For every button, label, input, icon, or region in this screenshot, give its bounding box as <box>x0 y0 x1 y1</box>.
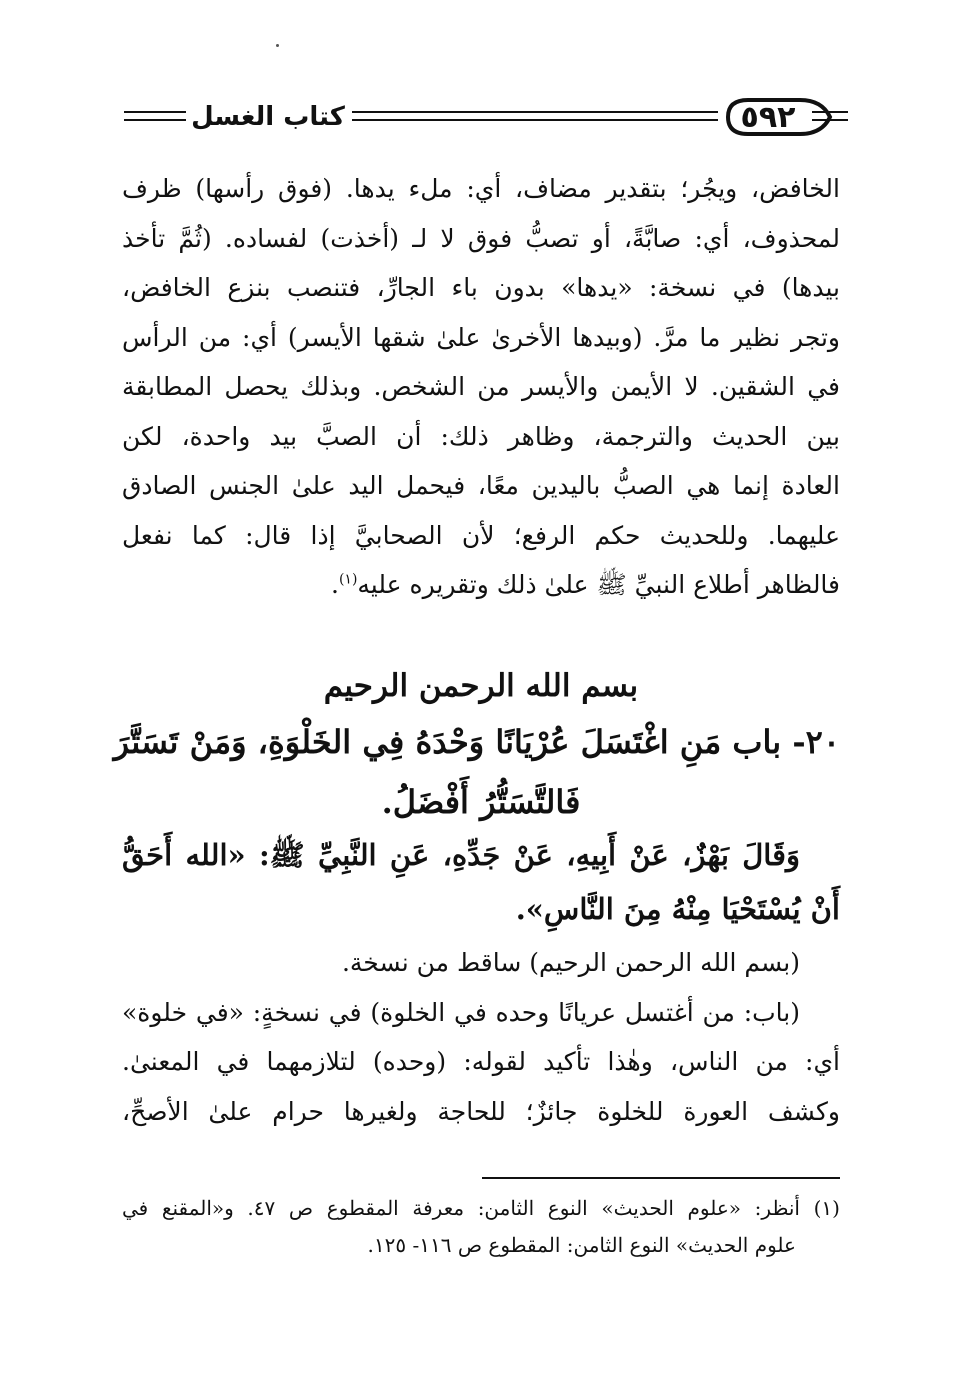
commentary-last-line <box>122 560 840 610</box>
commentary-line: بين الحديث والترجمة، وظاهر ذلك: أن الصبَّ بيد واحدة، لكن <box>122 421 840 451</box>
commentary-line-text: فالظاهر أطلاع النبيِّ ﷺ علىٰ ذلك وتقريره عليه <box>357 570 840 599</box>
notes-line: (باب: من أغتسل عريانًا وحده في الخلوة) في نسخةٍ: «في خلوة» <box>122 997 800 1027</box>
footnote-line2: علوم الحديث» النوع الثامن: المقطوع ص ١١٦- ١٢٥. <box>367 1233 796 1257</box>
hadith-line2: أَنْ يُسْتَحْيَا مِنْهُ مِنَ النَّاسِ». <box>515 892 840 926</box>
commentary-line: في الشقين. لا الأيمن والأيسر من الشخص. وبذلك يحصل المطابقة <box>122 372 840 401</box>
basmala: بسم الله الرحمن الرحيم <box>323 668 639 704</box>
notes-line: أي: من الناس، وهٰذا تأكيد لقوله: (وحده) لتلازمهما في المعنىٰ. <box>122 1047 840 1076</box>
commentary-line: لمحذوف، أي: صابَّةً، أو تصبُّ فوق لا لـ (أخذت) لفساده. (ثُمَّ تأخذ <box>122 223 840 253</box>
chapter-heading-line2: فَالتَّسَتُّرُ أَفْضَلُ. <box>381 783 581 821</box>
notes-line: وكشف العورة للخلوة جائزٌ؛ للحاجة ولغيرها حرام علىٰ الأصحِّ، <box>122 1096 840 1126</box>
page-number: ٥٩٢ <box>740 99 796 135</box>
commentary-line: عليهما. وللحديث حكم الرفع؛ لأن الصحابيَّ إذا قال: كما نفعل <box>122 520 840 550</box>
hadith-line1: وَقَالَ بَهْزٌ، عَنْ أَبِيهِ، عَنْ جَدِّهِ، عَنِ النَّبِيِّ ﷺ: «الله أَحَقُّ <box>122 838 800 872</box>
commentary-line: الخافض، ويجُر؛ بتقدير مضاف، أي: ملء يدها. (فوق رأسها) ظرف <box>122 174 840 203</box>
notes-line: (بسم الله الرحمن الرحيم) ساقط من نسخة. <box>341 948 800 977</box>
running-title: كتاب الغسل <box>191 102 345 132</box>
footnote-separator <box>482 1177 840 1179</box>
chapter-heading-line1: ٢٠- باب مَنِ اغْتَسَلَ عُرْيَانًا وَحْدَهُ فِي الخَلْوَةِ، وَمَنْ تَسَتَّرَ <box>113 723 840 761</box>
commentary-line: العادة إنما هي الصبُّ باليدين معًا، فيحمل اليد علىٰ الجنس الصادق <box>122 471 840 500</box>
commentary-line: بيدها) في نسخة: «يدها» بدون باء الجارِّ، فتنصب بنزع الخافض، <box>122 273 840 302</box>
footnote <box>122 1190 840 1264</box>
page-header <box>0 0 960 150</box>
footnote-reference[interactable]: (١) <box>338 571 358 588</box>
commentary-line: وتجر نظير ما مرَّ. (وبيدها الأخرىٰ علىٰ شقها الأيسر) أي: من الرأس <box>122 322 840 352</box>
notes-block <box>122 938 840 1136</box>
footnote-line1: (١) أنظر: «علوم الحديث» النوع الثامن: معرفة المقطوع ص ٤٧. و«المقنع في <box>122 1196 840 1220</box>
commentary-end-mark: . <box>330 570 339 599</box>
hadith-text <box>122 828 840 936</box>
commentary-block <box>122 164 840 610</box>
chapter-heading <box>113 712 840 832</box>
